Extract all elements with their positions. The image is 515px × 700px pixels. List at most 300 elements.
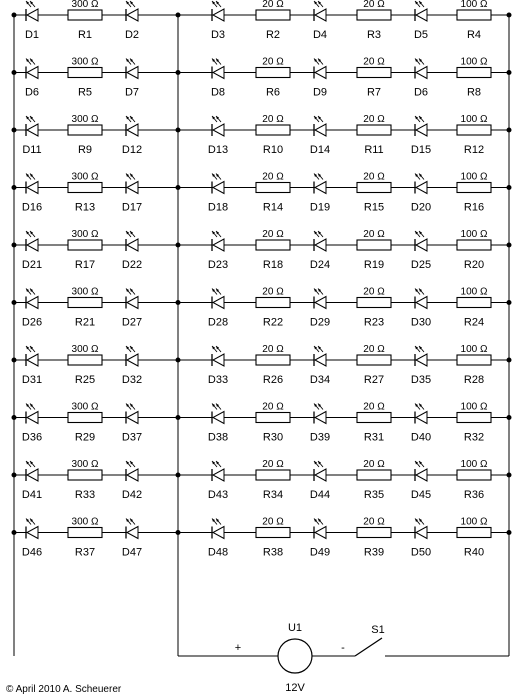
led-d49 [314, 519, 326, 539]
led-triangle [416, 354, 427, 366]
resistor-label: R30 [262, 431, 284, 444]
led-label: D27 [121, 316, 143, 329]
junction-dot [507, 243, 511, 247]
junction-dot [507, 301, 511, 305]
led-d18 [212, 174, 224, 194]
led-triangle [416, 297, 427, 309]
led-label: D24 [309, 259, 331, 271]
resistor-body [357, 470, 391, 480]
led-triangle [315, 67, 326, 79]
resistor-value: 100 Ω [460, 516, 488, 528]
led-triangle [127, 354, 138, 366]
resistor-value: 20 Ω [262, 286, 284, 298]
led-d50 [415, 519, 427, 539]
led-triangle [127, 297, 138, 309]
led-triangle [416, 67, 427, 79]
resistor-body [68, 298, 102, 308]
led-d47 [126, 519, 138, 539]
resistor-r8 [457, 68, 491, 78]
resistor-value: 300 Ω [71, 286, 99, 298]
led-triangle [416, 412, 427, 424]
led-d34 [314, 346, 326, 366]
resistor-label: R23 [363, 316, 385, 329]
led-triangle [315, 354, 326, 366]
resistor-r38 [256, 528, 290, 538]
resistor-body [457, 68, 491, 78]
led-label: D12 [121, 144, 143, 156]
junction-dot [176, 301, 180, 305]
source-plus: + [234, 642, 242, 654]
resistor-label: R35 [363, 489, 385, 501]
resistor-label: R26 [262, 374, 284, 386]
resistor-r3 [357, 10, 391, 20]
led-triangle [27, 124, 38, 136]
led-d40 [415, 404, 427, 424]
resistor-label: R1 [77, 29, 93, 41]
resistor-value: 20 Ω [262, 114, 284, 125]
led-d28 [212, 289, 224, 309]
led-triangle [213, 354, 224, 366]
led-d19 [314, 174, 326, 194]
source-label: U1 [287, 622, 303, 634]
resistor-label: R19 [363, 259, 385, 271]
wires [12, 13, 511, 656]
resistor-value: 300 Ω [71, 401, 99, 413]
resistor-label: R13 [74, 201, 96, 214]
resistor-body [357, 125, 391, 135]
resistor-label: R6 [265, 86, 281, 99]
resistor-r15 [357, 183, 391, 193]
resistor-label: R12 [463, 144, 485, 156]
resistor-r21 [68, 298, 102, 308]
resistor-value: 300 Ω [71, 114, 99, 125]
led-label: D18 [207, 201, 229, 214]
led-triangle [27, 67, 38, 79]
resistor-r25 [68, 355, 102, 365]
junction-dot [12, 128, 16, 132]
resistor-r26 [256, 355, 290, 365]
resistor-r5 [68, 68, 102, 78]
resistor-label: R8 [466, 86, 482, 99]
led-d17 [126, 174, 138, 194]
led-label: D28 [207, 316, 229, 329]
led-triangle [416, 9, 427, 21]
led-triangle [213, 9, 224, 21]
resistor-value: 300 Ω [71, 0, 99, 10]
led-label: D34 [309, 374, 331, 386]
led-d14 [314, 116, 326, 136]
led-label: D22 [121, 259, 143, 271]
resistor-body [256, 528, 290, 538]
led-triangle [315, 182, 326, 194]
led-label: D29 [309, 316, 331, 329]
resistor-body [256, 470, 290, 480]
resistor-label: R36 [463, 489, 485, 501]
resistor-label: R40 [463, 546, 485, 559]
led-label: D41 [21, 489, 43, 501]
resistor-label: R3 [366, 29, 382, 41]
resistor-body [357, 298, 391, 308]
led-d11 [26, 116, 38, 136]
resistor-label: R21 [74, 316, 96, 329]
led-d23 [212, 231, 224, 251]
resistor-label: R15 [363, 201, 385, 214]
led-triangle [213, 297, 224, 309]
resistor-value: 20 Ω [262, 459, 284, 470]
resistor-r24 [457, 298, 491, 308]
resistor-value: 100 Ω [460, 56, 488, 68]
led-triangle [416, 124, 427, 136]
resistor-body [256, 240, 290, 250]
resistor-r19 [357, 240, 391, 250]
resistor-label: R2 [265, 29, 281, 41]
resistor-value: 300 Ω [71, 459, 99, 470]
resistor-r9 [68, 125, 102, 135]
resistor-body [68, 125, 102, 135]
resistor-r17 [68, 240, 102, 250]
resistor-r39 [357, 528, 391, 538]
resistor-r11 [357, 125, 391, 135]
resistor-r35 [357, 470, 391, 480]
resistor-r6 [256, 68, 290, 78]
resistor-label: R11 [364, 144, 384, 156]
led-label: D8 [210, 86, 226, 99]
led-triangle [127, 412, 138, 424]
led-d24 [314, 231, 326, 251]
resistor-value: 100 Ω [460, 459, 488, 470]
resistor-label: R7 [366, 86, 382, 99]
resistor-label: R16 [463, 201, 485, 214]
led-triangle [127, 469, 138, 481]
led-label: D16 [21, 201, 43, 214]
led-triangle [127, 239, 138, 251]
resistor-r20 [457, 240, 491, 250]
led-label: D1 [24, 29, 40, 41]
led-triangle [416, 182, 427, 194]
led-triangle [315, 469, 326, 481]
led-label: D5 [413, 29, 429, 41]
resistor-label: R4 [466, 29, 482, 41]
resistor-value: 20 Ω [363, 0, 385, 10]
resistor-value: 300 Ω [71, 344, 99, 355]
junction-dot [12, 358, 16, 362]
led-label: D38 [207, 431, 229, 444]
led-label: D20 [410, 201, 432, 214]
resistor-label: R14 [262, 201, 284, 214]
resistor-label: R39 [363, 546, 385, 559]
junction-dot [12, 243, 16, 247]
copyright-text: © April 2010 A. Scheuerer [6, 684, 122, 695]
resistor-value: 100 Ω [460, 171, 488, 183]
led-label: D48 [207, 546, 229, 559]
led-d37 [126, 404, 138, 424]
resistor-r29 [68, 413, 102, 423]
led-triangle [416, 527, 427, 539]
resistor-label: R5 [77, 86, 93, 99]
resistor-body [68, 528, 102, 538]
resistor-label: R37 [74, 546, 96, 559]
resistor-body [256, 68, 290, 78]
led-label: D15 [410, 144, 432, 156]
led-label: D23 [207, 259, 229, 271]
led-d15 [415, 116, 427, 136]
resistor-body [68, 470, 102, 480]
led-d41 [26, 461, 38, 481]
resistor-value: 20 Ω [363, 56, 385, 68]
resistor-value: 100 Ω [460, 286, 488, 298]
led-d25 [415, 231, 427, 251]
junction-dot [12, 473, 16, 477]
led-d27 [126, 289, 138, 309]
led-label: D31 [21, 374, 43, 386]
led-triangle [315, 239, 326, 251]
junction-dot [507, 473, 511, 477]
resistor-value: 20 Ω [363, 459, 385, 470]
led-triangle [27, 527, 38, 539]
led-d2 [126, 1, 138, 21]
resistor-r4 [457, 10, 491, 20]
resistor-value: 100 Ω [460, 401, 488, 413]
led-triangle [127, 9, 138, 21]
led-label: D47 [121, 546, 143, 559]
led-d7 [126, 59, 138, 79]
resistor-r13 [68, 183, 102, 193]
led-d16 [26, 174, 38, 194]
resistor-r23 [357, 298, 391, 308]
led-d13 [212, 116, 224, 136]
led-label: D17 [121, 201, 143, 214]
resistor-label: R10 [262, 144, 284, 156]
resistor-body [457, 183, 491, 193]
led-d43 [212, 461, 224, 481]
led-triangle [213, 182, 224, 194]
led-d36 [26, 404, 38, 424]
resistor-r22 [256, 298, 290, 308]
junction-dot [176, 358, 180, 362]
led-label: D19 [309, 201, 331, 214]
resistor-value: 20 Ω [262, 171, 284, 183]
resistor-label: R31 [363, 431, 385, 444]
resistor-body [357, 240, 391, 250]
junction-dot [176, 531, 180, 535]
resistor-body [357, 413, 391, 423]
resistor-label: R34 [262, 489, 284, 501]
led-d48 [212, 519, 224, 539]
led-d5 [415, 1, 427, 21]
led-label: D4 [312, 29, 328, 41]
resistor-r12 [457, 125, 491, 135]
resistor-r14 [256, 183, 290, 193]
led-label: D21 [21, 259, 43, 271]
resistor-body [357, 528, 391, 538]
led-label: D6 [24, 86, 40, 99]
resistor-label: R17 [74, 259, 96, 271]
led-d32 [126, 346, 138, 366]
resistor-body [256, 355, 290, 365]
resistor-label: R29 [74, 431, 96, 444]
resistor-r1 [68, 10, 102, 20]
junction-dot [12, 301, 16, 305]
led-label: D42 [121, 489, 143, 501]
resistor-r18 [256, 240, 290, 250]
resistor-r31 [357, 413, 391, 423]
junction-dot [176, 416, 180, 420]
resistor-value: 20 Ω [363, 401, 385, 413]
junction-dot [12, 13, 16, 17]
resistor-body [256, 183, 290, 193]
junction-dot [507, 13, 511, 17]
led-label: D11 [22, 144, 42, 156]
junction-dot [507, 186, 511, 190]
led-triangle [127, 182, 138, 194]
source-voltage: 12V [285, 682, 305, 694]
led-d42 [126, 461, 138, 481]
led-d26 [26, 289, 38, 309]
resistor-body [68, 413, 102, 423]
led-d33 [212, 346, 224, 366]
resistor-r36 [457, 470, 491, 480]
junction-dot [507, 71, 511, 75]
led-triangle [27, 182, 38, 194]
led-d39 [314, 404, 326, 424]
resistor-body [457, 528, 491, 538]
led-label: D2 [124, 29, 140, 41]
led-label: D40 [410, 431, 432, 444]
led-d1 [26, 1, 38, 21]
led-d20 [415, 174, 427, 194]
resistor-value: 300 Ω [71, 516, 99, 528]
led-triangle [213, 67, 224, 79]
resistor-r2 [256, 10, 290, 20]
resistor-label: R20 [463, 259, 485, 271]
resistor-value: 100 Ω [460, 344, 488, 355]
junction-dot [507, 416, 511, 420]
resistor-value: 100 Ω [460, 0, 488, 10]
resistor-r28 [457, 355, 491, 365]
led-label: D26 [21, 316, 43, 329]
led-label: D50 [410, 546, 432, 559]
resistor-r16 [457, 183, 491, 193]
resistor-label: R32 [463, 431, 485, 444]
led-triangle [315, 527, 326, 539]
led-triangle [27, 412, 38, 424]
led-triangle [416, 469, 427, 481]
junction-dot [176, 71, 180, 75]
resistor-value: 20 Ω [363, 229, 385, 240]
resistor-body [357, 183, 391, 193]
resistor-r30 [256, 413, 290, 423]
resistor-value: 20 Ω [363, 516, 385, 528]
resistor-value: 20 Ω [363, 171, 385, 183]
led-label: D25 [410, 259, 432, 271]
led-label: D32 [121, 374, 143, 386]
led-label: D44 [309, 489, 331, 501]
led-d6 [415, 59, 427, 79]
led-label: D30 [410, 316, 432, 329]
resistor-value: 100 Ω [460, 229, 488, 240]
resistor-label: R18 [262, 259, 284, 271]
led-triangle [315, 124, 326, 136]
led-label: D45 [410, 489, 432, 501]
led-label: D3 [210, 29, 226, 41]
led-label: D39 [309, 431, 331, 444]
resistor-body [457, 298, 491, 308]
led-d4 [314, 1, 326, 21]
resistor-label: R28 [463, 374, 485, 386]
resistor-r27 [357, 355, 391, 365]
junction-dot [176, 13, 180, 17]
junction-dot [507, 128, 511, 132]
led-label: D6 [413, 86, 429, 99]
led-d29 [314, 289, 326, 309]
led-d31 [26, 346, 38, 366]
junction-dot [507, 358, 511, 362]
led-triangle [27, 9, 38, 21]
resistor-value: 20 Ω [363, 114, 385, 125]
resistor-body [357, 10, 391, 20]
voltage-source-u1 [235, 622, 345, 694]
led-label: D46 [21, 546, 43, 559]
resistor-r10 [256, 125, 290, 135]
resistor-value: 20 Ω [262, 401, 284, 413]
junction-dot [12, 71, 16, 75]
resistor-r37 [68, 528, 102, 538]
resistor-value: 20 Ω [262, 56, 284, 68]
led-label: D33 [207, 374, 229, 386]
resistor-label: R38 [262, 546, 284, 559]
junction-dot [12, 186, 16, 190]
led-d46 [26, 519, 38, 539]
resistor-value: 20 Ω [262, 0, 284, 10]
resistor-body [357, 355, 391, 365]
junction-dot [176, 128, 180, 132]
switch-s1 [355, 624, 385, 656]
resistor-body [68, 355, 102, 365]
resistor-body [256, 298, 290, 308]
led-label: D43 [207, 489, 229, 501]
led-label: D7 [124, 86, 140, 99]
led-d35 [415, 346, 427, 366]
resistor-body [457, 125, 491, 135]
resistor-body [457, 470, 491, 480]
resistor-body [256, 10, 290, 20]
led-d8 [212, 59, 224, 79]
resistor-r32 [457, 413, 491, 423]
resistor-body [457, 10, 491, 20]
resistor-r7 [357, 68, 391, 78]
led-d38 [212, 404, 224, 424]
resistor-r33 [68, 470, 102, 480]
led-d3 [212, 1, 224, 21]
resistor-body [68, 183, 102, 193]
resistor-label: R22 [262, 316, 284, 329]
resistor-value: 20 Ω [363, 286, 385, 298]
led-triangle [27, 469, 38, 481]
junction-dot [12, 416, 16, 420]
led-label: D36 [21, 431, 43, 444]
resistor-value: 20 Ω [262, 516, 284, 528]
resistor-value: 20 Ω [262, 344, 284, 355]
led-triangle [27, 239, 38, 251]
junction-dot [176, 473, 180, 477]
led-triangle [315, 297, 326, 309]
resistor-value: 20 Ω [363, 344, 385, 355]
led-d9 [314, 59, 326, 79]
resistor-label: R33 [74, 489, 96, 501]
led-label: D14 [309, 144, 331, 156]
led-label: D37 [121, 431, 143, 444]
led-d22 [126, 231, 138, 251]
